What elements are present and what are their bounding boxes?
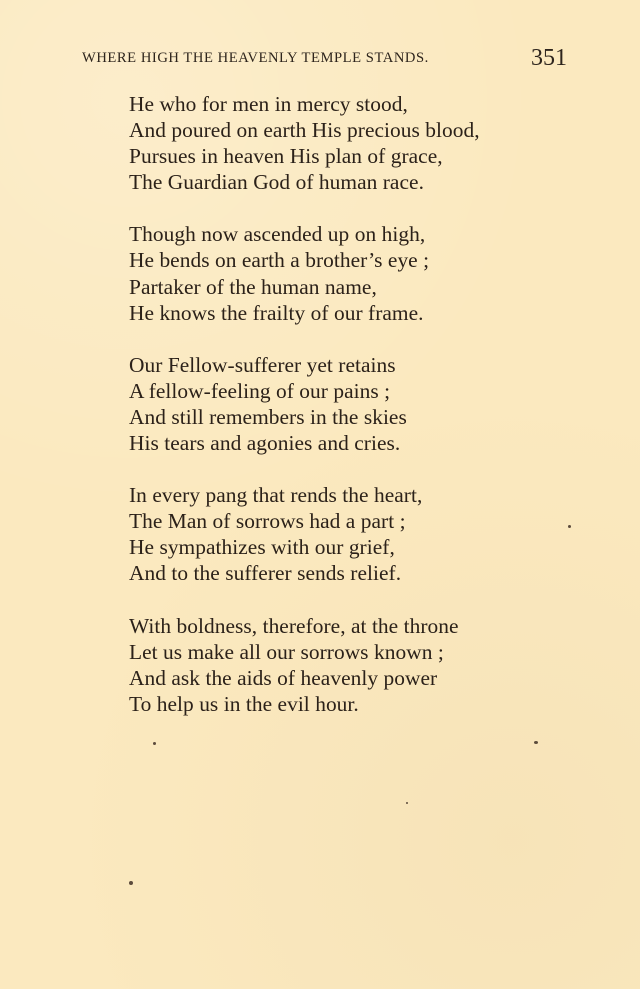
poem-line: To help us in the evil hour. <box>129 691 359 716</box>
stanza-4 <box>129 482 549 586</box>
poem-line: Let us make all our sorrows known ; <box>129 639 444 664</box>
poem-line: The Man of sorrows had a part ; <box>129 509 406 534</box>
poem-line: The Guardian God of human race. <box>129 170 424 195</box>
poem-line: A fellow-feeling of our pains ; <box>129 378 391 403</box>
paper-speck <box>406 802 408 804</box>
poem-line: With boldness, therefore, at the throne <box>129 613 459 638</box>
poem-line: Our Fellow-sufferer yet retains <box>129 352 396 377</box>
poem-line: Pursues in heaven His plan of grace, <box>129 144 443 169</box>
poem-line: And still remembers in the skies <box>129 404 407 429</box>
paper-speck <box>129 881 133 885</box>
poem-line: Though now ascended up on high, <box>129 222 426 247</box>
poem <box>129 91 549 743</box>
paper-speck <box>568 525 571 528</box>
poem-line: He who for men in mercy stood, <box>129 92 408 116</box>
page-number: 351 <box>531 45 567 71</box>
poem-line: His tears and agonies and cries. <box>129 431 401 456</box>
poem-line: He bends on earth a brother’s eye ; <box>129 248 430 273</box>
stanza-2 <box>129 221 549 325</box>
paper-speck <box>534 741 538 744</box>
stanza-1 <box>129 91 549 195</box>
poem-line: He sympathizes with our grief, <box>129 535 395 560</box>
stanza-5 <box>129 613 549 717</box>
poem-line: And to the sufferer sends relief. <box>129 561 402 586</box>
poem-line: He knows the frailty of our frame. <box>129 300 424 325</box>
poem-line: And ask the aids of heavenly power <box>129 665 438 690</box>
poem-line: In every pang that rends the heart, <box>129 483 423 508</box>
poem-line: Partaker of the human name, <box>129 274 377 299</box>
poem-line: And poured on earth His precious blood, <box>129 118 480 143</box>
stanza-3 <box>129 352 549 456</box>
running-header-title: WHERE HIGH THE HEAVENLY TEMPLE STANDS. <box>82 50 429 66</box>
paper-speck <box>153 742 156 745</box>
